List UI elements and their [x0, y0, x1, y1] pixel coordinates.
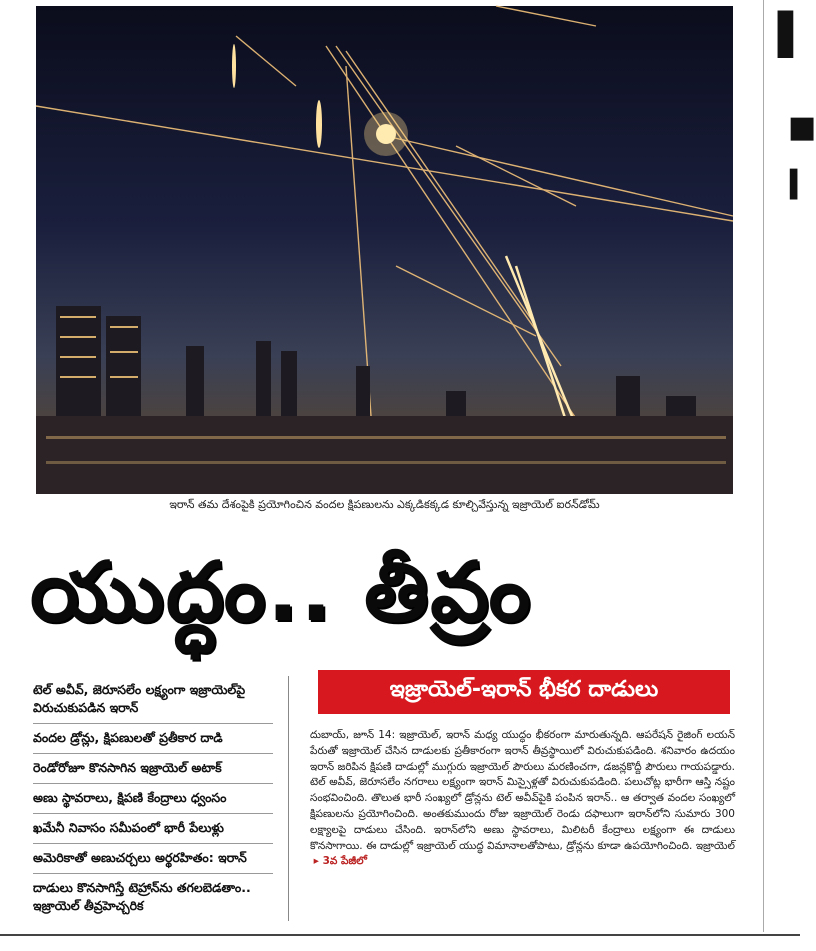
missile-trails-illustration [36, 6, 733, 494]
highlight-item: అమెరికాతో అణుచర్చలు అర్థరహితం: ఇరాన్ [33, 844, 273, 874]
column-divider [288, 676, 289, 921]
highlight-item: ఖమేనీ నివాసం సమీపంలో భారీ పేలుళ్లు [33, 814, 273, 844]
main-headline: యుద్ధం.. తీవ్రం [30, 545, 533, 640]
photo-caption: ఇరాన్ తమ దేశంపైకి ప్రయోగించిన వందల క్షిపణులను ఎక్కడికక్కడ కూల్చివేస్తున్న ఇజ్రాయెల్ ఐరన్‌డోమ్ [169, 498, 600, 511]
cropped-glyph: ■ [788, 110, 816, 145]
highlights-list [33, 676, 273, 921]
adjacent-page-edge [770, 0, 816, 932]
bottom-rule [0, 934, 800, 936]
subheadline-banner: ఇజ్రాయెల్-ఇరాన్ భీకర దాడులు [318, 670, 730, 714]
highlight-item: దాడులు కొనసాగిస్తే టెహ్రాన్‌ను తగలబెడతాం.. ఇజ్రాయెల్ తీవ్రహెచ్చరిక [33, 880, 251, 913]
article-body [310, 728, 735, 870]
highlight-item: అణు స్థావరాలు, క్షిపణి కేంద్రాలు ధ్వంసం [33, 784, 273, 814]
continued-label: 3వ పేజీలో [322, 855, 367, 868]
cropped-glyph: ▌ [778, 12, 809, 58]
page-divider [763, 0, 764, 932]
highlight-item: వందల డ్రోన్లు, క్షిపణులతో ప్రతీకార దాడి [33, 724, 273, 754]
highlight-item: రెండోరోజూ కొనసాగిన ఇజ్రాయెల్ అటాక్ [33, 754, 273, 784]
article-text: దుబాయ్, జూన్ 14: ఇజ్రాయెల్, ఇరాన్ మధ్య యుద్ధం భీకరంగా మారుతున్నది. ఆపరేషన్ రైజింగ్ లయన్ పేరుతో ఇజ్రాయెల్ చేసిన దాడులకు ప్రతీకారంగా ఇరాన్ తీవ్రస్థాయిలో విరుచుకుపడింది. శనివారం ఉదయం ఇరాన్ జరిపిన క్షిపణి దాడుల్లో ముగ్గురు ఇజ్రాయెల్ పౌరులు మరణించగా, డజన్లకొద్దీ పౌరులు గాయపడ్డారు. టెల్ అవీవ్, జెరూసలేం నగరాలు లక్ష్యంగా ఇరాన్ మిస్సైళ్లతో విరుచుకుపడింది. పలుచోట్ల భారీగా ఆస్తి నష్టం సంభవించింది. తొలుత భారీ సంఖ్యలో డ్రోన్లను టెల్ అవీవ్‌పైకి పంపిన ఇరాన్.. ఆ తర్వాత వందల సంఖ్యలో క్షిపణులను ప్రయోగించింది. అంతకుముందు రోజు ఇజ్రాయెల్ రెండు దఫాలుగా ఇరాన్‌లోని సుమారు 300 లక్ష్యాలపై దాడులు చేసింది. ఇరాన్‌లోని అణు స్థావరాలు, మిలిటరీ కేంద్రాలు లక్ష్యంగా ఈ దాడులు కొనసాగాయి. ఈ దాడుల్లో ఇజ్రాయెల్ యుద్ధ విమానాలతోపాటు, డ్రోన్లను కూడా ఉపయోగించింది. ఇజ్రాయెల్ [310, 729, 735, 852]
cropped-glyph: ▍ [790, 170, 810, 200]
continued-marker[interactable]: ▸ 3వ పేజీలో [310, 855, 367, 868]
highlight-item: టెల్ అవీవ్, జెరూసలేం లక్ష్యంగా ఇజ్రాయెల్‌పై విరుచుకుపడిన ఇరాన్ [33, 676, 273, 724]
news-photo [36, 6, 733, 494]
